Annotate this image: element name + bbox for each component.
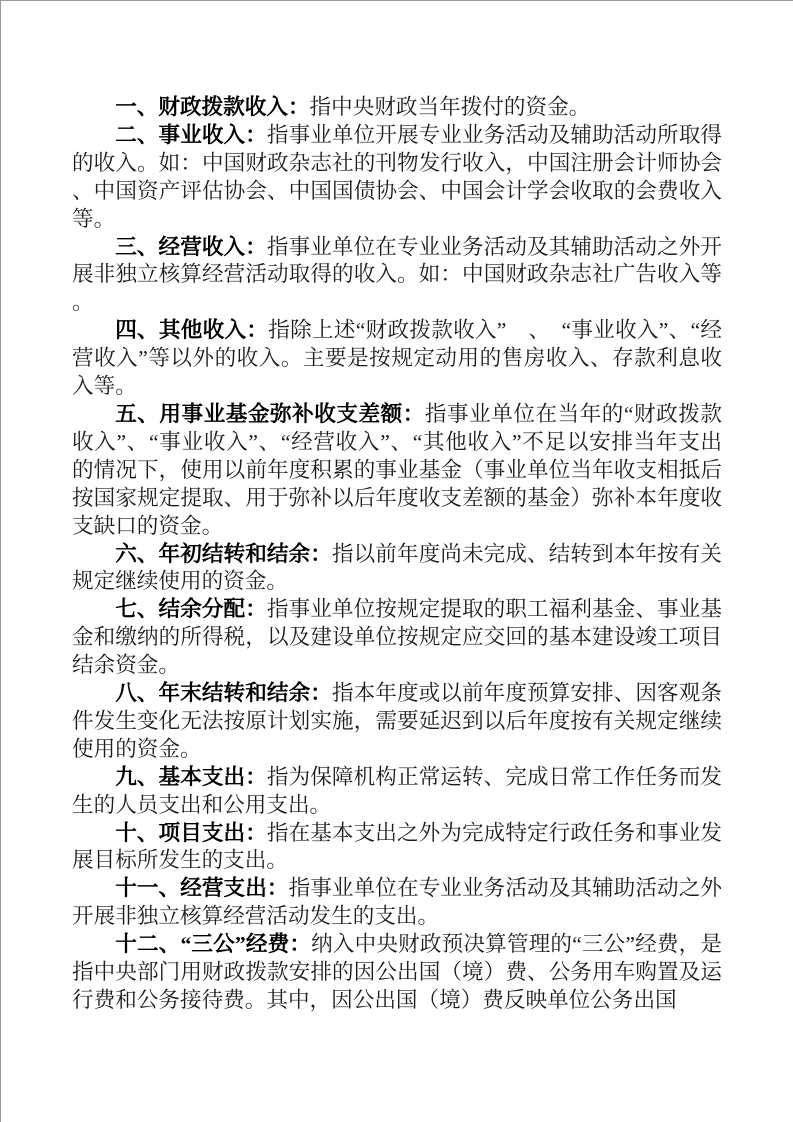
item-definition: 指事业单位在当年的“财政拨款收入”、“事业收入”、“经营收入”、“其他收入”不足以安排当年支出的情况下，使用以前年度积累的事业基金（事业单位当年收支相抵后按国家规定提取、用于弥补以后年度收支差额的基金）弥补本年度收支缺口的资金。	[72, 401, 722, 538]
glossary-item	[72, 764, 722, 820]
item-term: 一、财政拨款收入：	[115, 95, 310, 119]
item-term: 十、项目支出：	[115, 820, 267, 845]
item-term: 二、事业收入：	[115, 122, 267, 147]
item-definition: 指事业单位按规定提取的职工福利基金、事业基金和缴纳的所得税，以及建设单位按规定应交回的基本建设竣工项目结余资金。	[72, 597, 722, 678]
item-term: 六、年初结转和结余：	[115, 541, 332, 566]
glossary-item	[72, 122, 722, 234]
glossary-item	[72, 820, 722, 876]
item-term: 十二、“三公”经费：	[115, 932, 312, 957]
glossary-item	[72, 541, 722, 597]
item-definition: 纳入中央财政预决算管理的“三公”经费，是指中央部门用财政拨款安排的因公出国（境）费、公务用车购置及运行费和公务接待费。其中，因公出国（境）费反映单位公务出国	[72, 932, 722, 1012]
glossary-item	[72, 875, 722, 931]
glossary-item	[72, 234, 722, 318]
item-term: 七、结余分配：	[115, 597, 267, 622]
item-term: 八、年末结转和结余：	[115, 681, 332, 706]
glossary-item	[72, 94, 722, 122]
item-definition: 指事业单位在专业业务活动及其辅助活动之外开展非独立核算经营活动取得的收入。如：中国财政杂志社广告收入等。	[72, 234, 722, 315]
item-definition: 指本年度或以前年度预算安排、因客观条件发生变化无法按原计划实施，需要延迟到以后年度按有关规定继续使用的资金。	[72, 681, 722, 761]
item-term: 十一、经营支出：	[115, 876, 289, 901]
item-definition: 指在基本支出之外为完成特定行政任务和事业发展目标所发生的支出。	[72, 820, 722, 873]
glossary-item	[72, 680, 722, 764]
glossary-item	[72, 596, 722, 680]
item-term: 三、经营收入：	[115, 234, 267, 259]
document-body	[72, 94, 722, 1015]
item-definition: 指以前年度尚未完成、结转到本年按有关规定继续使用的资金。	[72, 541, 722, 594]
item-definition: 指中央财政当年拨付的资金。	[309, 95, 591, 119]
glossary-item	[72, 931, 722, 1015]
item-term: 四、其他收入：	[115, 318, 269, 343]
item-term: 五、用事业基金弥补收支差额：	[115, 401, 425, 426]
glossary-item	[72, 317, 722, 401]
item-definition: 指事业单位开展专业业务活动及辅助活动所取得的收入。如：中国财政杂志社的刊物发行收入，中国注册会计师协会、中国资产评估协会、中国国债协会、中国会计学会收取的会费收入等。	[72, 122, 722, 231]
item-term: 九、基本支出：	[115, 764, 267, 789]
glossary-item	[72, 401, 722, 541]
item-definition: 指为保障机构正常运转、完成日常工作任务而发生的人员支出和公用支出。	[72, 764, 722, 817]
item-definition: 指除上述“财政拨款收入” 、 “事业收入”、“经营收入”等以外的收入。主要是按规定动用的售房收入、存款利息收入等。	[72, 318, 722, 399]
item-definition: 指事业单位在专业业务活动及其辅助活动之外开展非独立核算经营活动发生的支出。	[72, 876, 722, 929]
